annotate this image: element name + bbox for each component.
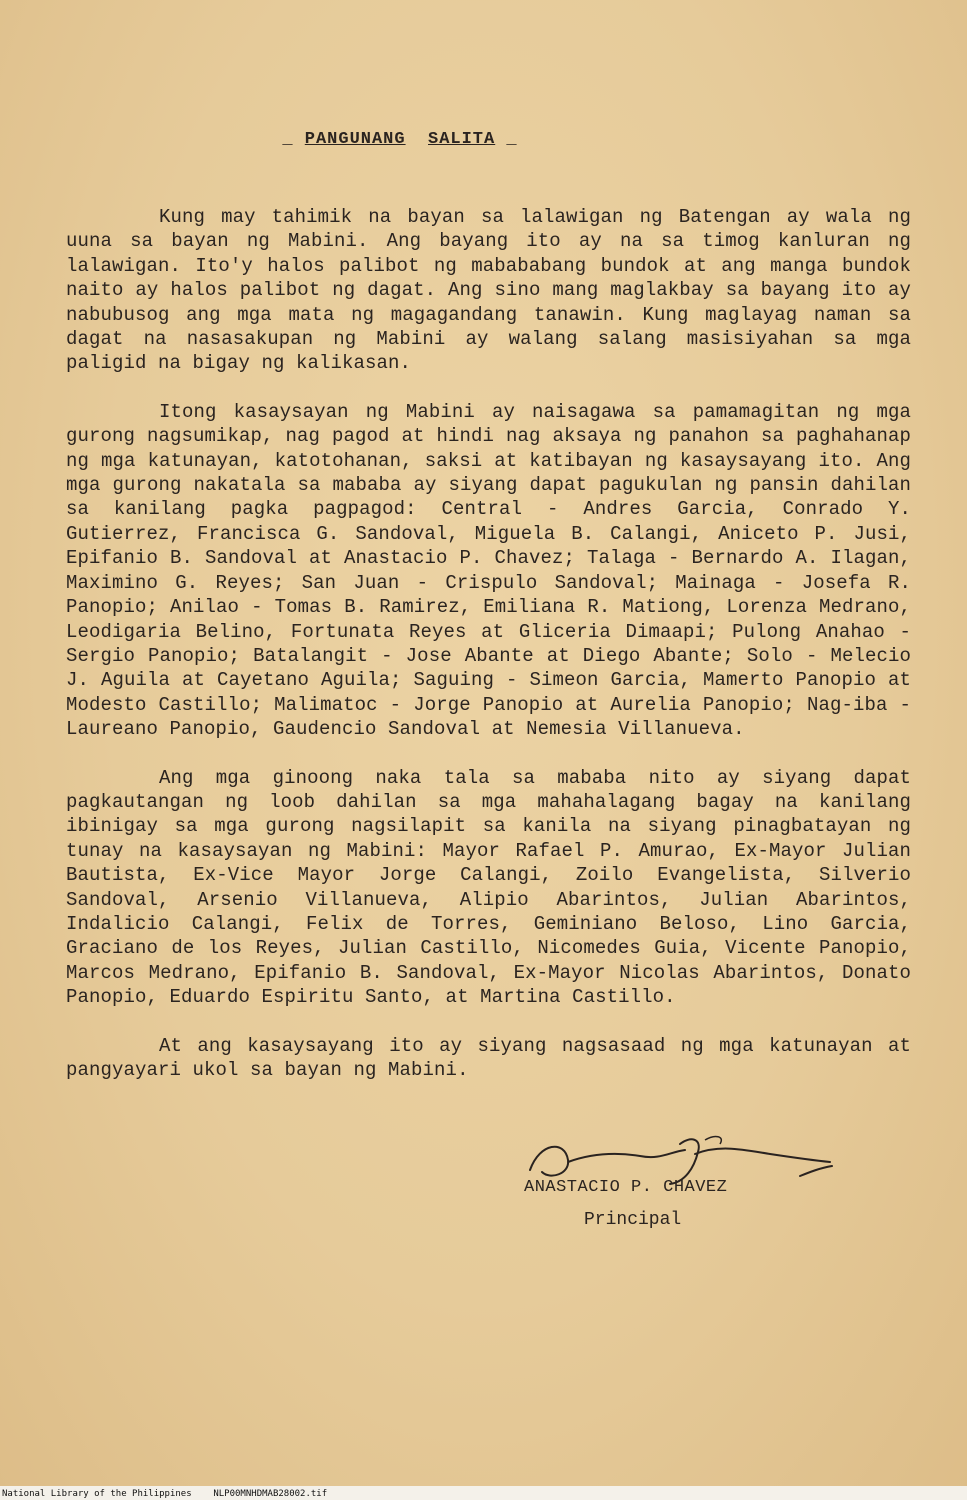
paragraph-contributors: Ang mga ginoong naka tala sa mababa nito ay siyang dapat pagkautangan ng loob dahilan sa mga mahahalagang bagay na kanilang ibinigay sa mga gurong nagsilapit sa kanila na siyang pinagbatayan ng tunay na kasaysayan ng Mabini: Mayor Rafael P. Amurao, Ex-Mayor Julian Bautista, Ex-Vice Mayor Jorge Calangi, Zoilo Evangelista, Silverio Sandoval, Arsenio Villanueva, Alipio Abarintos, Julian Abarintos, Indalicio Calangi, Felix de Torres, Geminiano Beloso, Lino Garcia, Graciano de los Reyes, Julian Castillo, Nicomedes Guia, Vicente Panopio, Marcos Medrano, Epifanio B. Sandoval, Ex-Mayor Nicolas Abarintos, Donato Panopio, Eduardo Espiritu Santo, at Martina Castillo. bbox=[66, 766, 911, 1009]
signatory-title: Principal bbox=[584, 1210, 682, 1230]
document-body bbox=[66, 205, 911, 1106]
paragraph-teachers: Itong kasaysayan ng Mabini ay naisagawa sa pamamagitan ng mga gurong nagsumikap, nag pagod at hindi nag aksaya ng panahon sa paghahanap ng mga katunayan, katotohanan, saksi at katibayan ng kasaysayang ito. Ang mga gurong nakatala sa mababa ay siyang dapat pagukulan ng pansin dahilan sa kanilang pagka pagpagod: Central - Andres Garcia, Conrado Y. Gutierrez, Francisca G. Sandoval, Miguela B. Calangi, Aniceto P. Jusi, Epifanio B. Sandoval at Anastacio P. Chavez; Talaga - Bernardo A. Ilagan, Maximino G. Reyes; San Juan - Crispulo Sandoval; Mainaga - Josefa R. Panopio; Anilao - Tomas B. Ramirez, Emiliana R. Mationg, Lorenza Medrano, Leodigaria Belino, Fortunata Reyes at Gliceria Dimaapi; Pulong Anahao - Sergio Panopio; Batalangit - Jose Abante at Diego Abante; Solo - Melecio J. Aguila at Cayetano Aguila; Saguing - Simeon Garcia, Mamerto Panopio at Modesto Castillo; Malimatoc - Jorge Panopio at Aurelia Panopio; Nag-iba - Laureano Panopio, Gaudencio Sandoval at Nemesia Villanueva. bbox=[66, 400, 911, 741]
footer-filename: NLP00MNHDMAB28002.tif bbox=[213, 1489, 328, 1499]
paragraph-intro: Kung may tahimik na bayan sa lalawigan ng Batengan ay wala ng uuna sa bayan ng Mabini. Ang bayang ito ay na sa timog kanluran ng lalawigan. Ito'y halos palibot ng mabababang bundok at ang manga bundok naito ay halos palibot ng dagat. Ang sino mang maglakbay sa bayang ito ay nabubusog ang mga mata ng magagandang tanawin. Kung maglayag naman sa dagat na nasasakupan ng Mabini ay walang salang masisiyahan sa mga paligid na bigay ng kalikasan. bbox=[66, 206, 911, 375]
title-word-1: PANGUNANG bbox=[304, 130, 406, 149]
paragraph-closing: At ang kasaysayang ito ay siyang nagsasaad ng mga katunayan at pangyayari ukol sa bayan ng Mabini. bbox=[66, 1034, 911, 1081]
footer-caption bbox=[2, 1489, 327, 1499]
title-prefix: _ bbox=[282, 130, 305, 149]
page-title bbox=[0, 130, 800, 149]
footer-institution: National Library of the Philippines bbox=[2, 1489, 192, 1499]
title-word-2: SALITA bbox=[428, 130, 496, 149]
title-suffix: _ bbox=[495, 130, 518, 149]
signature-block bbox=[520, 1132, 850, 1232]
signatory-name: ANASTACIO P. CHAVEZ bbox=[524, 1178, 728, 1197]
